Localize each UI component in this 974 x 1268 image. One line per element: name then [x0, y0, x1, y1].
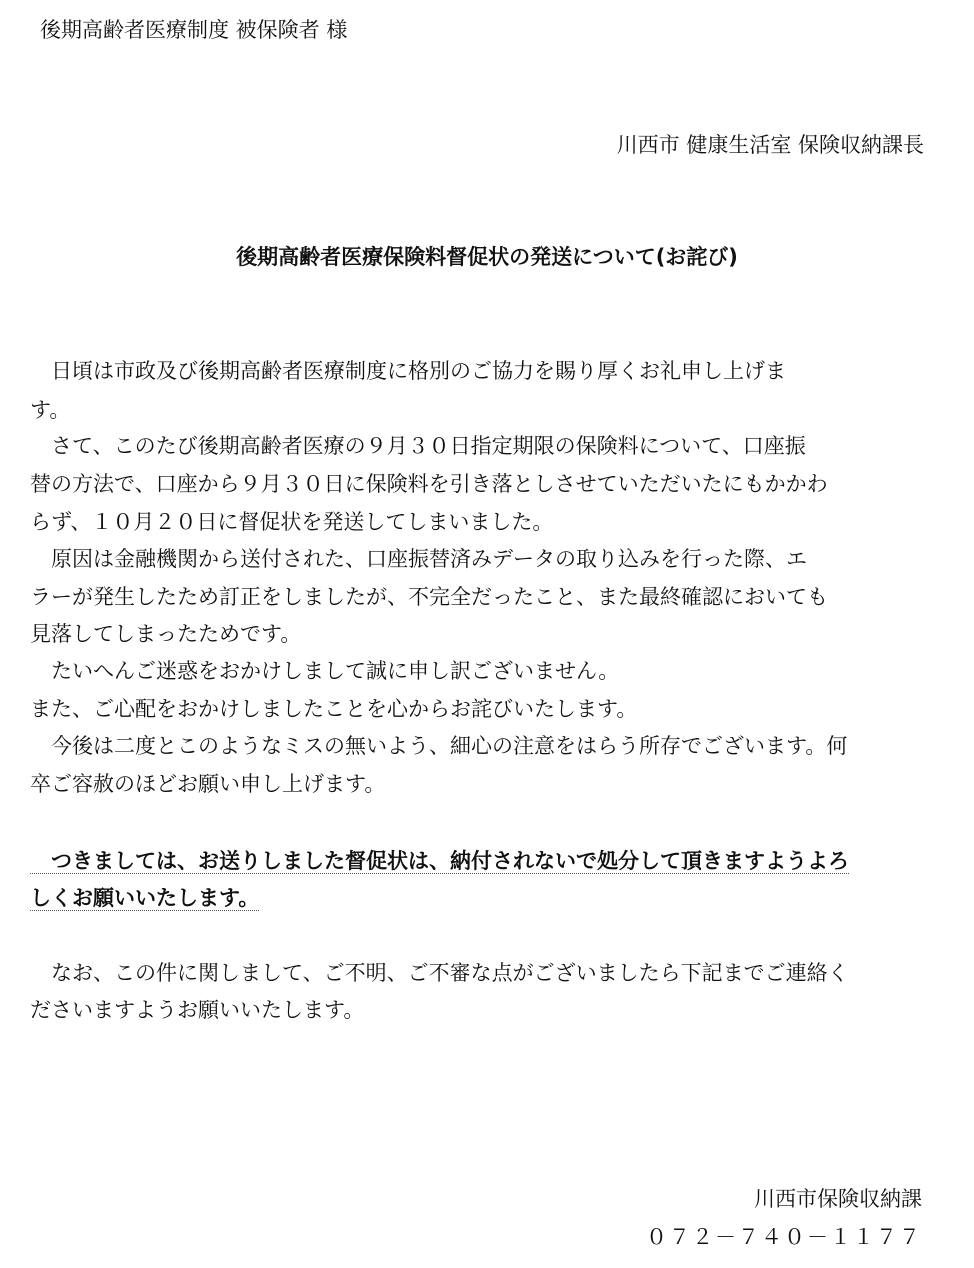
body-line: 卒ご容赦のほどお願い申し上げます。	[30, 772, 386, 796]
body-line: さて、このたび後期高齢者医療の９月３０日指定期限の保険料について、口座振	[30, 434, 806, 458]
body-line: 替の方法で、口座から９月３０日に保険料を引き落としさせていただいたにもかかわ	[30, 472, 828, 496]
emphasis-text: しくお願いいたします。	[30, 886, 260, 910]
body-line: 見落してしまったためです。	[30, 622, 302, 646]
body-line: ラーが発生したため訂正をしましたが、不完全だったこと、また最終確認においても	[30, 585, 828, 609]
body-line: また、ご心配をおかけしましたことを心からお詫びいたします。	[30, 697, 638, 721]
body-line: 今後は二度とこのようなミスの無いよう、細心の注意をはらう所存でございます。何	[30, 734, 848, 758]
footer-phone-number: ０７２－７４０－１１７７	[646, 1225, 922, 1249]
footer-organization: 川西市保険収納課	[754, 1187, 922, 1211]
body-line: たいへんご迷惑をおかけしまして誠に申し訳ございません。	[30, 659, 620, 683]
body-line: す。	[30, 398, 71, 422]
body-line: らず、１０月２０日に督促状を発送してしまいました。	[30, 510, 554, 534]
addressee: 後期高齢者医療制度 被保険者 様	[40, 18, 348, 42]
emphasis-text: つきましては、お送りしました督促状は、納付されないで処分して頂きますようよろ	[30, 849, 849, 873]
body-line: 日頃は市政及び後期高齢者医療制度に格別のご協力を賜り厚くお礼申し上げま	[30, 359, 786, 383]
letter-title: 後期高齢者医療保険料督促状の発送について(お詫び)	[236, 245, 738, 269]
emphasis-line	[30, 848, 849, 874]
emphasis-line	[30, 885, 259, 911]
closing-line: ださいますようお願いいたします。	[30, 998, 365, 1022]
body-line: 原因は金融機関から送付された、口座振替済みデータの取り込みを行った際、エ	[30, 547, 807, 571]
closing-line: なお、この件に関しまして、ご不明、ご不審な点がございましたら下記までご連絡く	[30, 961, 849, 985]
sender: 川西市 健康生活室 保険収納課長	[616, 133, 924, 157]
